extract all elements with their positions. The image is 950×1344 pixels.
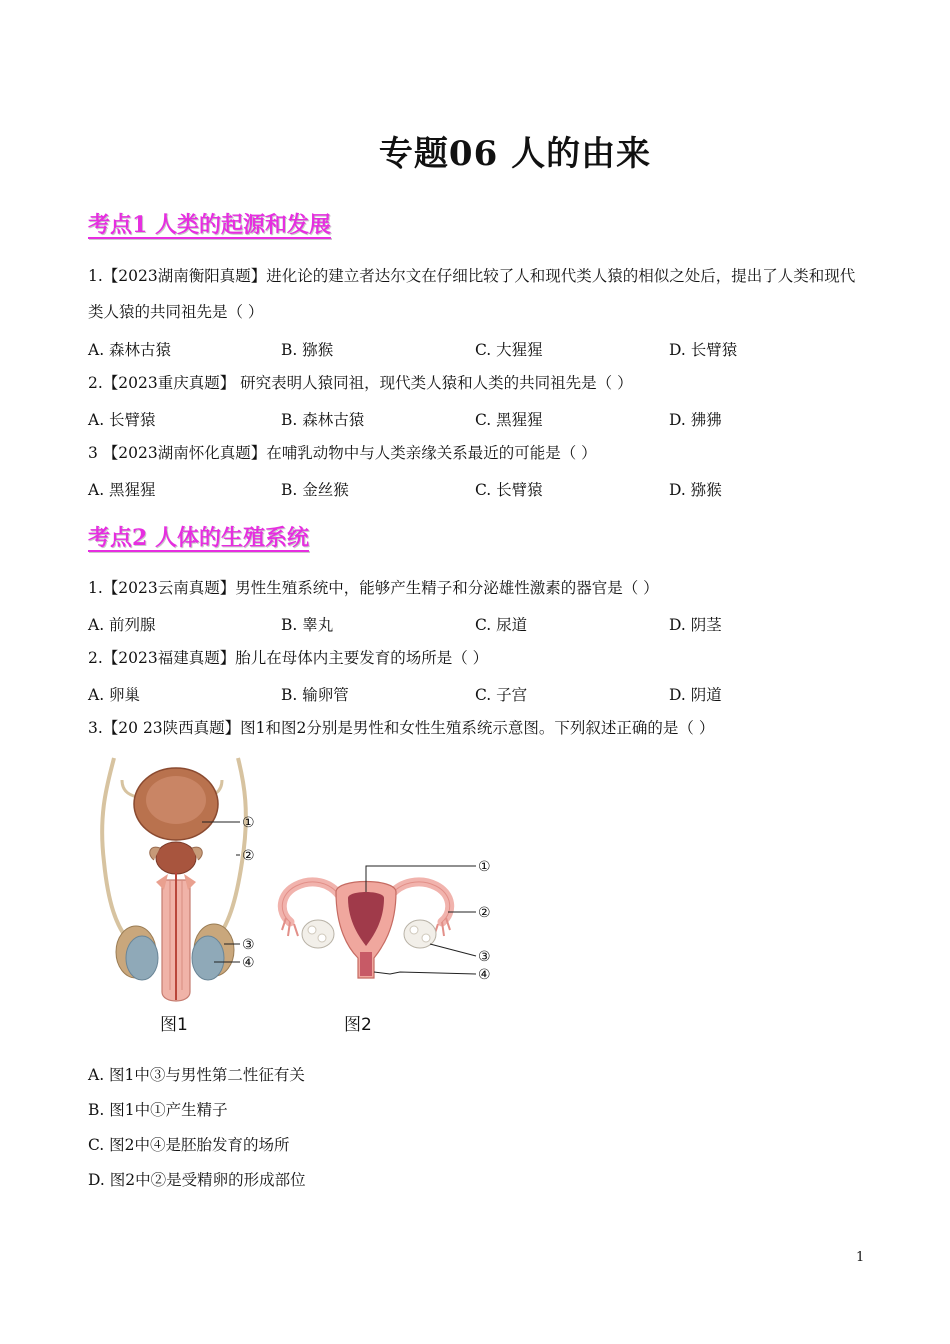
option-c: C. 长臂猿 bbox=[475, 481, 543, 499]
option-d: D. 长臂猿 bbox=[669, 341, 738, 359]
option-a: A. 森林古猿 bbox=[88, 341, 172, 359]
question-1-1-stem: 1.【2023湖南衡阳真题】进化论的建立者达尔文在仔细比较了人和现代类人猿的相似之处后，提出了人类和现代类人猿的共同祖先是（ ） bbox=[88, 267, 856, 321]
male-reproductive-diagram bbox=[102, 758, 246, 1001]
question-1-1-options bbox=[88, 338, 868, 358]
fig1-label-3: ③ bbox=[242, 937, 255, 953]
option-b: B. 森林古猿 bbox=[281, 411, 365, 429]
question-2-2-stem: 2.【2023福建真题】胎儿在母体内主要发育的场所是（ ） bbox=[88, 649, 489, 667]
question-2-1-stem: 1.【2023云南真题】男性生殖系统中，能够产生精子和分泌雄性激素的器官是（ ） bbox=[88, 579, 659, 597]
question-1-3-stem: 3 【2023湖南怀化真题】在哺乳动物中与人类亲缘关系最近的可能是（ ） bbox=[88, 444, 597, 462]
option-d: D. 猕猴 bbox=[669, 481, 722, 499]
option-b: B. 猕猴 bbox=[281, 341, 334, 359]
option-c: C. 尿道 bbox=[475, 616, 528, 634]
option-b: B. 输卵管 bbox=[281, 686, 349, 704]
option-d: D. 狒狒 bbox=[669, 411, 722, 429]
page-title: 专题06 人的由来 bbox=[378, 134, 652, 174]
option-d: D. 阴道 bbox=[669, 686, 722, 704]
female-reproductive-diagram bbox=[282, 866, 476, 978]
option-c: C. 黑猩猩 bbox=[475, 411, 543, 429]
choice-a: A. 图1中③与男性第二性征有关 bbox=[88, 1066, 305, 1084]
question-2-3-stem: 3.【20 23陕西真题】图1和图2分别是男性和女性生殖系统示意图。下列叙述正确的是（ ） bbox=[88, 719, 715, 737]
fig2-label-3: ③ bbox=[478, 949, 491, 965]
fig1-label-1: ① bbox=[242, 815, 255, 831]
section-heading-2: 考点2 人体的生殖系统 bbox=[88, 525, 309, 551]
fig1-label-4: ④ bbox=[242, 955, 255, 971]
choice-b: B. 图1中①产生精子 bbox=[88, 1101, 228, 1119]
option-a: A. 黑猩猩 bbox=[88, 481, 156, 499]
choice-d: D. 图2中②是受精卵的形成部位 bbox=[88, 1171, 306, 1189]
choice-c: C. 图2中④是胚胎发育的场所 bbox=[88, 1136, 290, 1154]
fig2-label-4: ④ bbox=[478, 967, 491, 983]
option-d: D. 阴茎 bbox=[669, 616, 722, 634]
section-heading-1: 考点1 人类的起源和发展 bbox=[88, 212, 331, 238]
reproductive-system-figure bbox=[90, 752, 510, 1042]
option-c: C. 子宫 bbox=[475, 686, 528, 704]
question-1-3-options bbox=[88, 478, 868, 498]
option-a: A. 长臂猿 bbox=[88, 411, 156, 429]
option-c: C. 大猩猩 bbox=[475, 341, 543, 359]
fig2-label-2: ② bbox=[478, 905, 491, 921]
fig2-label-1: ① bbox=[478, 859, 491, 875]
figure-2-caption: 图2 bbox=[344, 1015, 372, 1035]
option-a: A. 前列腺 bbox=[88, 616, 156, 634]
question-1-2-options bbox=[88, 408, 868, 428]
option-a: A. 卵巢 bbox=[88, 686, 141, 704]
question-1-2-stem: 2.【2023重庆真题】 研究表明人猿同祖，现代类人猿和人类的共同祖先是（ ） bbox=[88, 374, 633, 392]
option-b: B. 金丝猴 bbox=[281, 481, 349, 499]
fig1-label-2: ② bbox=[242, 848, 255, 864]
figure-1-caption: 图1 bbox=[160, 1015, 188, 1035]
page-number: 1 bbox=[856, 1250, 865, 1265]
question-2-1-options bbox=[88, 613, 868, 633]
option-b: B. 睾丸 bbox=[281, 616, 334, 634]
question-2-2-options bbox=[88, 683, 868, 703]
reproductive-diagram bbox=[90, 752, 510, 1042]
